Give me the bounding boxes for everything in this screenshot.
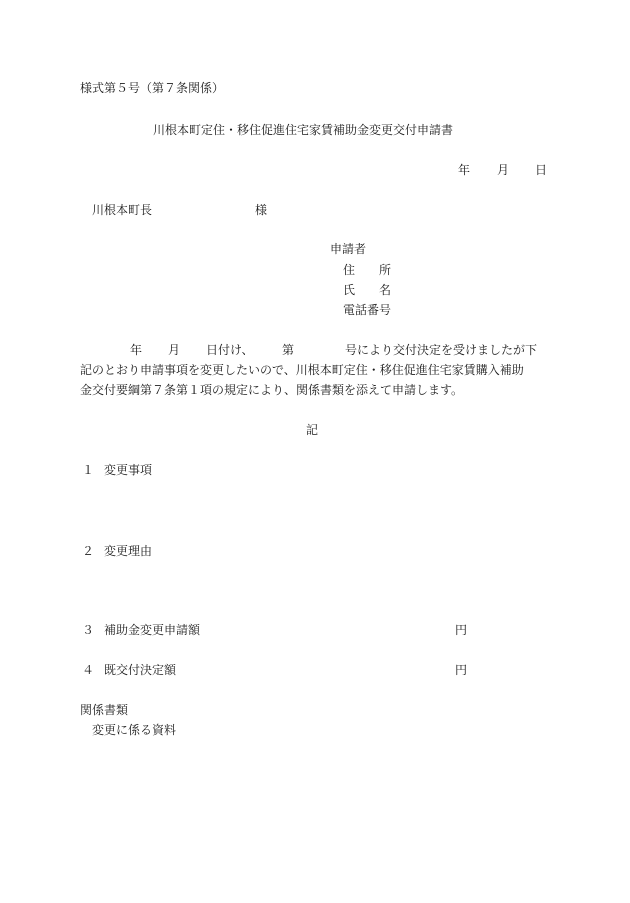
item-1-number: １: [82, 463, 95, 477]
form-number: 様式第５号（第７条関係）: [80, 81, 225, 95]
item-2-label: 変更理由: [104, 544, 153, 558]
document-title: 川根本町定住・移住促進住宅家賃補助金変更交付申請書: [153, 123, 454, 137]
item-3-label: 補助金変更申請額: [104, 623, 201, 637]
related-docs-item: 変更に係る資料: [92, 723, 177, 737]
item-4-unit: 円: [455, 663, 468, 677]
body-day: 日付け、: [206, 343, 254, 357]
ki-heading: 記: [306, 423, 319, 437]
item-1-label: 変更事項: [104, 463, 153, 477]
item-4-number: ４: [82, 663, 95, 677]
applicant-heading: 申請者: [330, 242, 367, 256]
body-line3: 金交付要綱第７条第１項の規定により、関係書類を添えて申請します。: [80, 383, 464, 397]
body-year: 年: [130, 343, 143, 357]
date-year: 年: [458, 163, 471, 177]
related-docs-heading: 関係書類: [80, 703, 129, 717]
body-line2: 記のとおり申請事項を変更したいので、川根本町定住・移住促進住宅家賃購入補助: [80, 363, 524, 377]
item-3-number: ３: [82, 623, 95, 637]
item-2-number: ２: [82, 544, 95, 558]
applicant-phone-label: 電話番号: [343, 303, 392, 317]
body-month: 月: [168, 343, 181, 357]
date-day: 日: [535, 163, 548, 177]
applicant-name-label: 氏 名: [343, 283, 392, 297]
item-3-unit: 円: [455, 623, 468, 637]
applicant-address-label: 住 所: [343, 263, 392, 277]
date-month: 月: [497, 163, 510, 177]
item-4-label: 既交付決定額: [104, 663, 177, 677]
body-line1-rest: 号により交付決定を受けましたが下: [345, 343, 538, 357]
body-dai: 第: [282, 343, 295, 357]
addressee-name: 川根本町長: [92, 203, 153, 217]
addressee-honorific: 様: [255, 203, 268, 217]
